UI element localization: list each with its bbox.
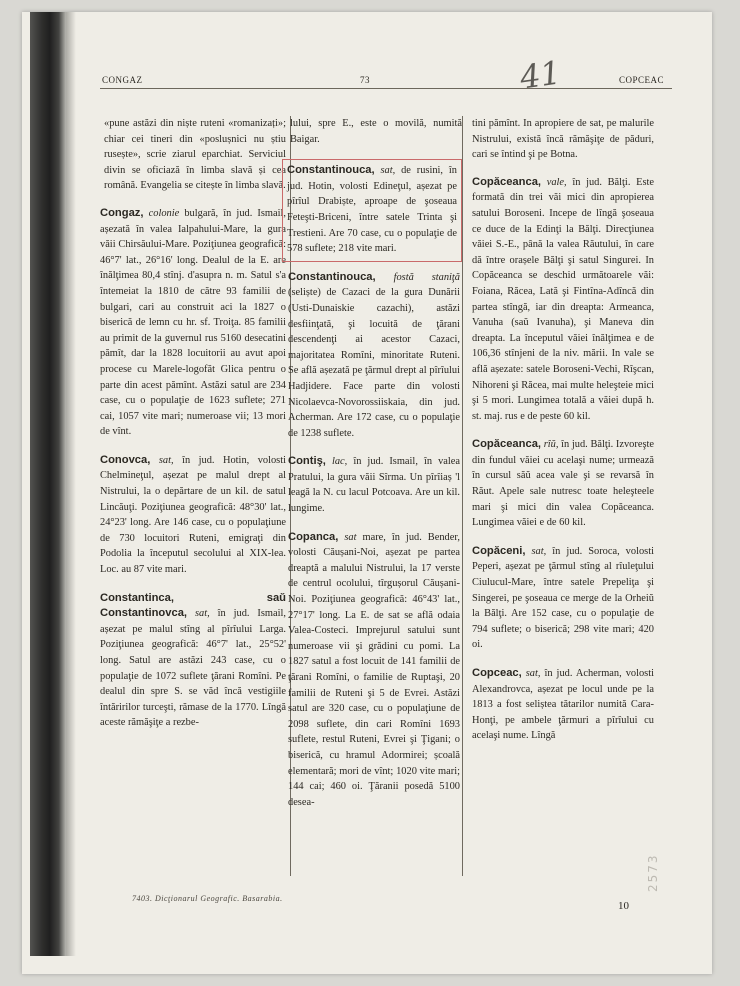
dictionary-entry — [280, 454, 462, 516]
entry-headword: Copăceni, — [472, 544, 526, 557]
entry-type: sat, — [531, 545, 547, 557]
dictionary-entry — [280, 530, 462, 811]
entry-type: sat — [344, 531, 357, 543]
dictionary-entry — [100, 453, 286, 578]
pencil-annotation: 41 — [517, 53, 564, 97]
entry-headword: Constantinouca, — [287, 164, 375, 177]
entry-text: în jud. Soroca, volosti Peperi, așezat pe ţărmul stîng al rîuleţului Ciulucul-Mare, între satele Prepeliţa şi Singerei, pe şoseaua ce merge de la Orheiŭ la Bălţi. Are 152 case, cu o populaţie de 794 suflete; o biserică; 298 vite mari; 420 oi. — [472, 545, 654, 651]
entry-text: în jud. Ismail, așezat pe malul stîng al pîrîului Larga. Poziţiunea geografică: 46°7' lat., 25°52' long. Satul are astăzi 243 case, cu o populaţie de 1072 suflete ţărani Romîni. Pe dealul din spre S. se văd încă vestigiile întăririlor turceşti, rămase de la 1770. Lîngă aceste rămăşiţe a rezbe- — [100, 608, 286, 729]
entry-type: rîŭ, — [543, 439, 559, 451]
dictionary-entry — [468, 437, 654, 531]
dictionary-entry — [468, 666, 654, 744]
entry-headword: Copceac, — [472, 667, 522, 679]
entry-text: bulgară, în jud. Ismail, așezată în valea Ialpahului-Mare, la gura văii Chirsăului-Mare. Poziţiunea geografică: 46°7' lat., 26°16' long. Dealul de la E. are înălţimea 80,4 stînj. d'asupra n. m. Satul s'a întemeiat la 1810 de către 93 familii de bulgari, cari au construit aci la 1827 o biserică de lemn cu hr. sf. Troiţa. 85 familii au primit de la guvernul rus 5160 desecatini pămît, dar la 1828 locuitorii au avut apoi procese cu Marele-logofăt Glica pentru o parte din acest pămînt. Astăzi satul are 234 case, cu o populaţie de 1623 suflete; 271 cai, 1057 vite mari; numeroase vii; 13 mori de vînt. — [100, 207, 286, 438]
entry-text: în jud. Ismail, în valea Pratului, la gura văii Sîrma. Un pîrîiaș 'l leagă la N. cu lacul Potcoava. Are un kil. lungime. — [288, 456, 460, 515]
continuation-text: tini pămînt. In apropiere de sat, pe malurile Nistrului, există încă rămăşiţe de păduri, cari se întind şi pe Botna. — [472, 118, 654, 161]
continuation-text: lului, spre E., este o movilă, numită Baigar. — [290, 118, 462, 145]
entry-text: mare, în jud. Bender, volosti Căușani-Noi, așezat pe partea dreaptă a malului Nistrului, la 17 verste de centrul ocolului, tîrgușorul Căușani-Noi. Poziţiunea geografică: 46°43' lat., 27°17' long. La E. de sat se află odaia Valea-Costeci. Imprejurul satului sunt numeroase vii şi grădini cu pomi. La 1827 satul a fost locuit de 141 familii de ţărani Romîni, o familie de Ruptaşi, 20 familii de Ruteni şi 5 de Evrei. Astăzi satul are 320 case, cu o populaţiune de 2098 suflete, din cari Romîni 1693 suflete, restul Ruteni, Evrei şi Ţigani; o biserică, cu hramul Adormirei; școală elementară; mori de vînt; 1020 vite mari; 144 cai; 460 oi. Ţăranii posedă 5100 desea- — [288, 531, 460, 808]
entry-text: de rusini, în jud. Hotin, volosti Edineţul, așezat pe pîrîul Drabiște, aproape de şoseaua Feteşti-Briceni, între satele Trinta şi Trestieni. Are 70 case, cu o populaţie de 578 suflete; 218 vite mari. — [287, 165, 457, 255]
text-column-1 — [100, 116, 286, 744]
entry-headword: Constantinca, saŭ Constantinovca, — [100, 591, 286, 620]
entry-text: în jud. Acherman, volosti Alexandrovca, așezat pe locul unde pe la 1813 a fost seliștea tătarilor numită Cara-Honţi, pe ambele ţărmuri a pîrîului cu acelaşi nume. Lîngă — [472, 668, 654, 742]
entry-text: (seliște) de Cazaci de la gura Dunării (Usti-Dunaiskie cazachi), astăzi desfiinţată, şi locuită de ţărani descendenţi ai acestor Cazaci, majoritatea Romîni, minoritate Ruteni. Se află așezată pe ţărmul drept al pîrîului Hadjidere. Face parte din volosti Nicolaevca-Novorossiiskaia, din jud. Acherman. Are 172 case, cu o populaţie de 1238 suflete. — [288, 287, 460, 439]
footer-note: 7403. Dicţionarul Geografic. Basarabia. — [132, 894, 283, 903]
dictionary-entry — [100, 206, 286, 440]
entry-headword: Contiş, — [288, 455, 326, 468]
entry-type: sat, — [194, 608, 210, 620]
entry-text: în jud. Hotin, volosti Chelmineţul, așezat pe malul drept al Nistrului, la o depărtare de un kil. de satul Lincăuţi. Poziţiunea geografică: 48°30' lat., 24°23' long. Are 146 case, cu o populaţiune de 730 locuitori Ruteni, emigraţi din Podolia la începutul secolului al XIX-lea. Loc. au 87 vite mari. — [100, 454, 286, 576]
dictionary-entry — [280, 270, 462, 442]
entry-headword: Copanca, — [288, 530, 339, 543]
entry-type: sat, — [380, 165, 396, 177]
header-right-word: COPCEAC — [618, 75, 664, 85]
dictionary-entry — [468, 544, 654, 653]
header-left-word: CONGAZ — [102, 75, 143, 85]
entry-text: în jud. Bălţi. Izvoreşte din fundul văiei cu acelaşi nume; urmează în cursul săŭ acea vale şi se revarsă în Răut. Apele sale nutresc toate heleşteele mari şi mici din valea Copăceanca. Lungimea văiei e de 60 kil. — [472, 439, 654, 529]
faint-stamp: 2573 — [646, 853, 660, 892]
entry-headword: Copăceanca, — [472, 438, 542, 451]
scanned-page — [22, 12, 712, 974]
header-rule — [100, 88, 672, 89]
text-column-3 — [468, 116, 654, 757]
entry-headword: Copăceanca, — [472, 175, 542, 188]
entry-type: vale, — [546, 176, 567, 188]
entry-type: lac, — [331, 456, 348, 468]
page-number: 73 — [360, 75, 370, 85]
dictionary-entry — [100, 591, 286, 731]
entry-type: sat, — [158, 454, 174, 466]
signature-mark: 10 — [618, 900, 629, 912]
highlighted-entry — [282, 159, 462, 262]
entry-type: fostă staniţă — [393, 271, 460, 283]
column-divider — [462, 116, 463, 876]
entry-text: în jud. Bălţi. Este formată din trei văi mici din apropierea satului Boroseni. Incepe de lîngă şoseaua ce duce de la Edinţi la Bălţi. Direcţiunea văiei S.-E., până la valea Răutului, în care dă între orașele Bălţi şi satul Singurei. In Copăceanca se deschid următoarele văi: Foiana, Răcea, Lată şi Fintîna-Adîncă din partea stîngă, iar din dreapta: Armeanca, Vanuha (saŭ Ivanuha), şi Maneva din dreapta. La începutul văiei înălţimea e de 106,36 stînjeni de la niv. mării. In vale se află așezate: satele Boroseni-Vechi, Rîşcan, Nihoreni şi Răcea, mai multe heleşteie mici şi 5 mori. Lungimea totală a văiei după h. st. maj. rus e de peste 60 kil. — [472, 176, 654, 422]
running-header — [22, 72, 712, 92]
dictionary-entry — [468, 175, 654, 425]
entry-headword: Conovca, — [100, 453, 151, 466]
entry-headword: Congaz, — [100, 206, 144, 219]
entry-headword: Constantinouca, — [288, 270, 376, 283]
binding-edge — [66, 12, 76, 956]
entry-type: colonie — [148, 207, 180, 219]
entry-type: sat, — [525, 668, 541, 679]
continuation-text: «pune astăzi din niște ruteni «romanizați»; chiar cei tineri din «poslușnici nu știu rusește», scrie ziarul eparchiat. Serviciul divin se oficiază în limba slavă și cea română. Evangelia se citește în limba slavă. — [104, 118, 286, 192]
binding-shadow — [30, 12, 66, 956]
text-column-2 — [280, 116, 462, 823]
